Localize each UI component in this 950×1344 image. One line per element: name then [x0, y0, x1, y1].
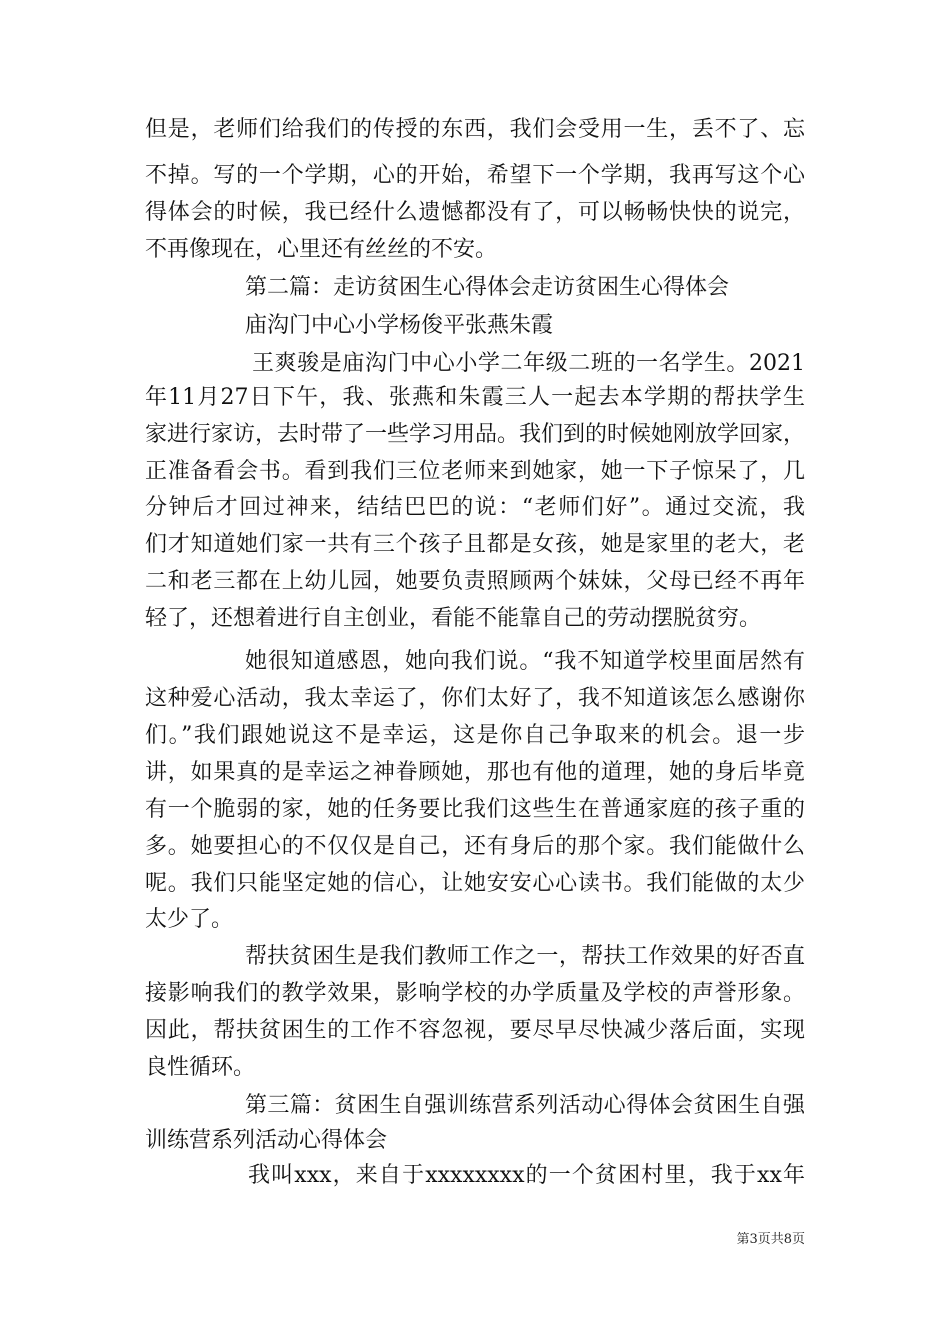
text-line: 因此，帮扶贫困生的工作不容忽视，要尽早尽快减少落后面，实现	[145, 1018, 805, 1043]
text-line: 多。她要担心的不仅仅是自己，还有身后的那个家。我们能做什么	[145, 834, 805, 859]
text-line: 讲，如果真的是幸运之神眷顾她，那也有他的道理，她的身后毕竟	[145, 760, 805, 785]
section-title: 第三篇：贫困生自强训练营系列活动心得体会贫困生自强	[245, 1093, 805, 1118]
text-line: 得体会的时候，我已经什么遗憾都没有了，可以畅畅快快的说完，	[145, 200, 805, 225]
text-line: 分钟后才回过神来，结结巴巴的说：“老师们好”。通过交流，我	[145, 495, 805, 520]
text-line: 们才知道她们家一共有三个孩子且都是女孩，她是家里的老大，老	[145, 532, 805, 557]
section-authors: 庙沟门中心小学杨俊平张燕朱霞	[245, 313, 554, 338]
text-line: 但是，老师们给我们的传授的东西，我们会受用一生，丢不了、忘	[145, 117, 805, 142]
section-title: 第二篇：走访贫困生心得体会走访贫困生心得体会	[245, 275, 730, 300]
text-line: 二和老三都在上幼儿园，她要负责照顾两个妹妹，父母已经不再年	[145, 569, 805, 594]
section-title-continued: 训练营系列活动心得体会	[145, 1128, 388, 1153]
text-line: 们。”我们跟她说这不是幸运，这是你自己争取来的机会。退一步	[145, 723, 805, 748]
text-line: 轻了，还想着进行自主创业，看能不能靠自己的劳动摆脱贫穷。	[145, 606, 762, 631]
text-line: 接影响我们的教学效果，影响学校的办学质量及学校的声誉形象。	[145, 981, 805, 1006]
text-line: 年11月27日下午，我、张燕和朱霞三人一起去本学期的帮扶学生	[145, 385, 805, 410]
text-line: 不掉。写的一个学期，心的开始，希望下一个学期，我再写这个心	[145, 163, 805, 188]
text-line: 帮扶贫困生是我们教师工作之一，帮扶工作效果的好否直	[245, 944, 805, 969]
text-line: 正准备看会书。看到我们三位老师来到她家，她一下子惊呆了，几	[145, 459, 805, 484]
text-line: 太少了。	[145, 907, 234, 932]
text-line: 王爽骏是庙沟门中心小学二年级二班的一名学生。2021	[252, 351, 805, 376]
page-number: 第3页共8页	[736, 1232, 805, 1247]
text-line: 有一个脆弱的家，她的任务要比我们这些生在普通家庭的孩子重的	[145, 797, 805, 822]
text-line: 我叫xxx，来自于xxxxxxxx的一个贫困村里，我于xx年	[248, 1163, 805, 1188]
text-line: 她很知道感恩，她向我们说。“我不知道学校里面居然有	[245, 649, 805, 674]
text-line: 呢。我们只能坚定她的信心，让她安安心心读书。我们能做的太少	[145, 871, 805, 896]
text-line: 良性循环。	[145, 1055, 256, 1080]
text-line: 不再像现在，心里还有丝丝的不安。	[145, 237, 498, 262]
text-line: 家进行家访，去时带了一些学习用品。我们到的时候她刚放学回家，	[145, 422, 806, 447]
text-line: 这种爱心活动，我太幸运了，你们太好了，我不知道该怎么感谢你	[145, 686, 805, 711]
